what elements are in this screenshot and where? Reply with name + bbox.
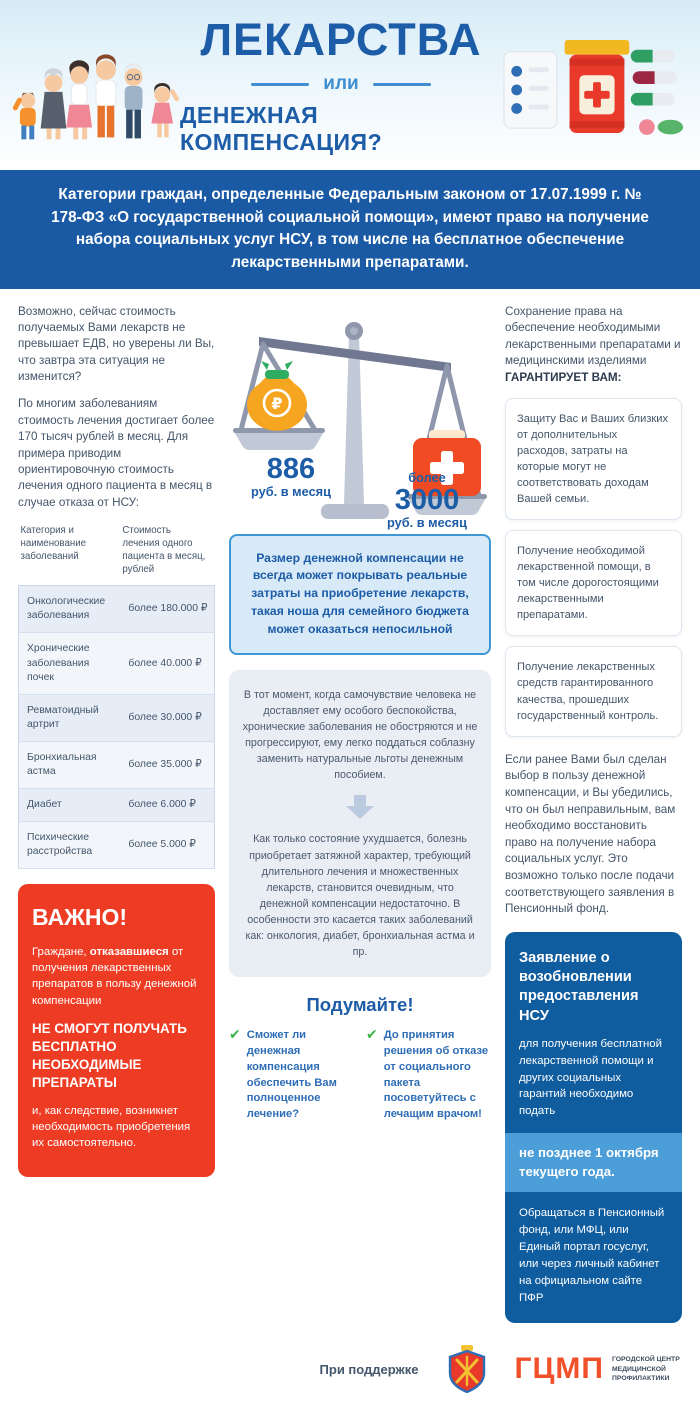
spb-coat-of-arms-icon: [447, 1345, 487, 1393]
center-column: [229, 304, 491, 1324]
law-banner: Категории граждан, определенные Федеральным законом от 17.07.1999 г. № 178-ФЗ «О государственной социальной помощи», имеют право на получение набора социальных услуг НСУ, в том числе на бесплатное обеспечение лекарственными препаратами.: [0, 170, 700, 289]
table-header-cost: Стоимость лечения одного пациента в месяц, рублей: [122, 525, 206, 576]
important-paragraph-1: Граждане, отказавшиеся от получения лекарственных препаратов в пользу денежной компенсации: [32, 945, 197, 1007]
important-paragraph-2: НЕ СМОГУТ ПОЛУЧАТЬ БЕСПЛАТНО НЕОБХОДИМЫЕ ПРЕПАРАТЫ: [32, 1020, 187, 1090]
title-block: [180, 14, 502, 156]
meds-unit: руб. в месяц: [386, 514, 468, 530]
think-item-text: Сможет ли денежная компенсация обеспечить Вам полноценное лечение?: [246, 1028, 337, 1121]
application-body: для получения бесплатной лекарственной помощи и других социальных гарантий необходимо подать: [519, 1037, 663, 1118]
gcmp-caption: ГОРОДСКОЙ ЦЕНТР МЕДИЦИНСКОЙ ПРОФИЛАКТИКИ: [612, 1356, 680, 1383]
table-row: Ревматоидный артрит более 30.000 ₽: [19, 694, 215, 741]
application-title: Заявление о возобновлении предоставления НСУ: [519, 949, 639, 1024]
application-card: [505, 932, 682, 1324]
explanation-paragraph-2: Как только состояние ухудшается, болезнь приобретает затяжной характер, требующий длительного лечения и множественных лекарств, становится очевидным, что денежной компенсации недостаточно. В особенности это касается таких заболеваний как: онкология, диабет, бронхиальная астма и пр.: [245, 833, 475, 958]
cash-unit: руб. в месяц: [250, 483, 332, 499]
page-title: ЛЕКАРСТВА: [200, 14, 482, 65]
table-row: Диабет более 6.000 ₽: [19, 788, 215, 821]
divider-line: [251, 83, 309, 86]
meds-value: 3000: [394, 483, 460, 516]
meds-amount-label: [365, 470, 489, 530]
meds-prefix: более: [408, 469, 446, 485]
application-card-top: [505, 932, 682, 1133]
guarantee-card: Получение лекарственных средств гарантированного качества, прошедших государственный контроль.: [505, 646, 682, 736]
right-column: [505, 304, 682, 1324]
left-paragraph-2: По многим заболеваниям стоимость лечения достигает более 170 тысяч рублей в месяц. Для примера приводим ориентировочную стоимость лечения одного пациента в месяц в случае отказа от НСУ:: [18, 397, 215, 509]
table-row: Психические расстройства более 5.000 ₽: [19, 821, 215, 868]
medicines-illustration: [502, 26, 688, 144]
main-content: [0, 289, 700, 1330]
gcmp-abbr: ГЦМП: [514, 1352, 604, 1386]
page-subtitle: ДЕНЕЖНАЯ КОМПЕНСАЦИЯ?: [180, 102, 383, 155]
divider-line: [373, 83, 431, 86]
explanation-paragraph-1: В тот момент, когда самочувствие человека не доставляет ему особого беспокойства, хронические заболевания не обостряются и не прогрессируют, ему легко поддаться соблазну заменить натуральные льготы денежным пособием.: [242, 689, 478, 782]
guarantee-intro: Сохранение права на обеспечение необходимыми лекарственными препаратами и медицинскими изделиями ГАРАНТИРУЕТ ВАМ:: [505, 304, 681, 384]
left-paragraph-1: Возможно, сейчас стоимость получаемых Вами лекарств не превышает ЕДВ, но уверены ли Вы, что завтра эта ситуация не изменится?: [18, 304, 215, 383]
down-arrow-icon: [346, 795, 374, 819]
think-items: [229, 1028, 491, 1123]
application-contacts: Обращаться в Пенсионный фонд, или МФЦ, или Единый портал госуслуг, или через личный кабинет на официальном сайте ПФР: [519, 1207, 665, 1304]
think-item-text: До принятия решения об отказе от социального пакета посоветуйтесь с лечащим врачом!: [383, 1028, 489, 1121]
left-column: [18, 304, 215, 1324]
restore-rights-paragraph: Если ранее Вами был сделан выбор в пользу денежной компенсации, и Вы убедились, что он был неправильным, вам необходимо восстановить право на получение набора социальных услуг. Это возможно только после подачи соответствующего заявления в Пенсионный фонд.: [505, 752, 676, 916]
table-row: Онкологические заболевания более 180.000 ₽: [19, 586, 215, 633]
footer: [0, 1329, 700, 1413]
guarantee-card: Защиту Вас и Ваших близких от дополнительных расходов, затраты на которые могут не соответствовать доходам Вашей семьи.: [505, 398, 682, 520]
application-deadline: не позднее 1 октября текущего года.: [505, 1133, 682, 1192]
title-or: или: [323, 73, 359, 94]
family-illustration: [12, 24, 180, 146]
check-icon: ✔: [229, 1026, 241, 1043]
support-label: При поддержке: [319, 1361, 419, 1377]
gcmp-logo: [515, 1352, 684, 1386]
check-icon: ✔: [366, 1026, 378, 1043]
title-or-row: [251, 73, 430, 95]
balance-scale-block: [229, 304, 491, 534]
explanation-box: [229, 670, 491, 977]
think-title: Подумайте!: [306, 993, 414, 1015]
table-header-category: Категория и наименование заболеваний: [20, 525, 87, 563]
table-row: Хронические заболевания почек более 40.000 ₽: [19, 633, 215, 694]
think-item: [366, 1028, 491, 1123]
important-paragraph-3: и, как следствие, возникнет необходимость приобретения их самостоятельно.: [32, 1105, 191, 1150]
guarantee-card: Получение необходимой лекарственной помощи, в том числе дорогостоящими лекарственными препаратами.: [505, 530, 682, 636]
header: [0, 0, 700, 170]
compensation-note-box: Размер денежной компенсации не всегда может покрывать реальные затраты на приобретение лекарств, такая ноша для семейного бюджета может оказаться непосильной: [229, 534, 491, 656]
table-header-row: [19, 522, 215, 586]
cash-amount-label: [237, 454, 345, 499]
disease-cost-table: [18, 522, 215, 869]
important-box: [18, 884, 215, 1177]
cash-value: 886: [266, 452, 316, 485]
think-item: [229, 1028, 354, 1123]
table-row: Бронхиальная астма более 35.000 ₽: [19, 741, 215, 788]
ruble-symbol: ₽: [271, 393, 283, 413]
important-title: ВАЖНО!: [32, 903, 128, 930]
